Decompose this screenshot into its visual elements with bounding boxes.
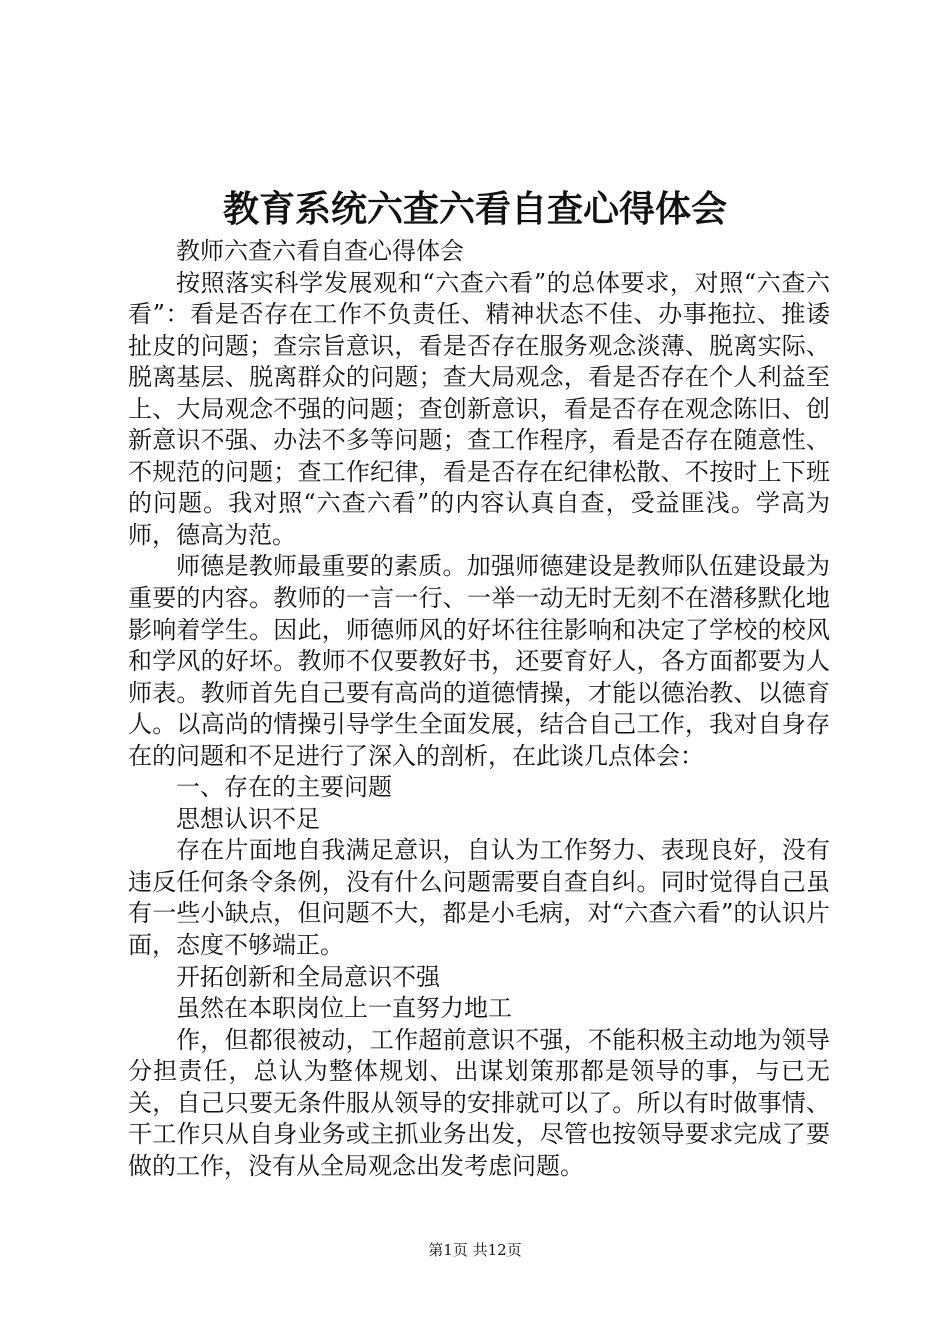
- page-footer: 第1页 共12页: [428, 1241, 522, 1259]
- body-paragraph: 按照落实科学发展观和“六查六看”的总体要求，对照“六查六看”：看是否存在工作不负责任、精神状态不佳、办事拖拉、推诿扯皮的问题；查宗旨意识，看是否存在服务观念淡薄、脱离实际、脱离基层、脱离群众的问题；查大局观念，看是否存在个人利益至上、大局观念不强的问题；查创新意识，看是否存在观念陈旧、创新意识不强、办法不多等问题；查工作程序，看是否存在随意性、不规范的问题；查工作纪律，看是否存在纪律松散、不按时上下班的问题。我对照“六查六看”的内容认真自查，受益匪浅。学高为师，德高为范。: [128, 268, 830, 549]
- subtitle-paragraph: 教师六查六看自查心得体会: [176, 237, 464, 265]
- body-paragraph: 师德是教师最重要的素质。加强师德建设是教师队伍建设最为重要的内容。教师的一言一行、一举一动无时无刻不在潜移默化地影响着学生。因此，师德师风的好坏往往影响和决定了学校的校风和学风的好坏。教师不仅要教好书，还要育好人，各方面都要为人师表。教师首先自己要有高尚的道德情操，才能以德治教、以德育人。以高尚的情操引导学生全面发展，结合自己工作，我对自身存在的问题和不足进行了深入的剖析，在此谈几点体会：: [128, 552, 830, 770]
- body-paragraph: 作，但都很被动，工作超前意识不强，不能积极主动地为领导分担责任，总认为整体规划、出谋划策那都是领导的事，与已无关，自己只要无条件服从领导的安排就可以了。所以有时做事情、干工作只从自身业务或主抓业务出发，尽管也按领导要求完成了要做的工作，没有从全局观念出发考虑问题。: [128, 1025, 830, 1180]
- subsection-heading: 思想认识不足: [176, 804, 320, 833]
- body-paragraph: 虽然在本职岗位上一直努力地工: [176, 994, 512, 1023]
- subsection-heading: 开拓创新和全局意识不强: [176, 962, 440, 991]
- body-paragraph: 存在片面地自我满足意识，自认为工作努力、表现良好，没有违反任何条令条例，没有什么问题需要自查自纠。同时觉得自己虽有一些小缺点，但问题不大，都是小毛病，对“六查六看”的认识片面，态度不够端正。: [128, 836, 830, 960]
- document-body: [128, 236, 830, 1182]
- section-heading: 一、存在的主要问题: [176, 773, 392, 802]
- document-title: 教育系统六查六看自查心得体会: [222, 188, 727, 230]
